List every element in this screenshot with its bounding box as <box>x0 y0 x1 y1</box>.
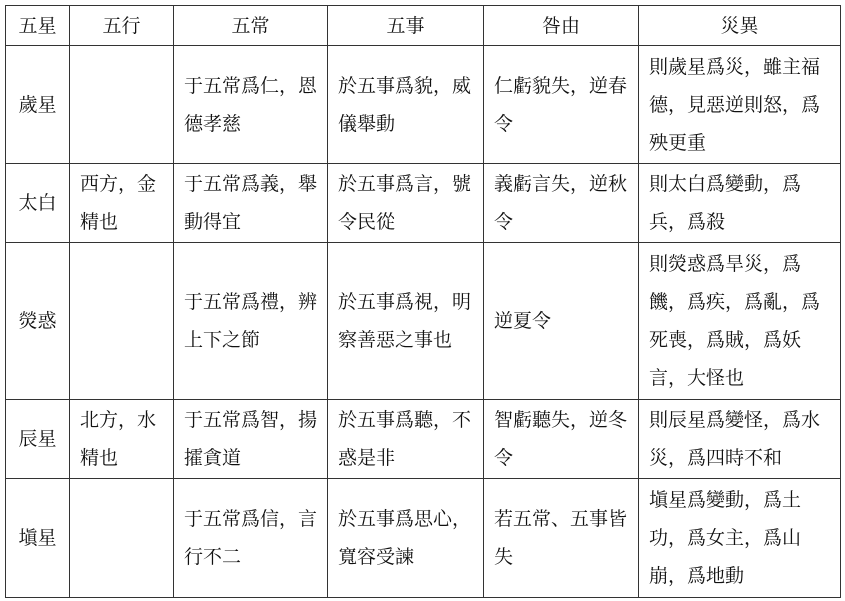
star-name: 歲星 <box>6 46 70 164</box>
cause-cell: 義虧言失，逆秋令 <box>484 164 639 243</box>
header-cause: 咎由 <box>484 6 639 46</box>
star-name: 辰星 <box>6 400 70 479</box>
virtue-cell: 于五常爲信，言行不二 <box>174 479 328 598</box>
virtue-cell: 于五常爲禮，辨上下之節 <box>174 243 328 400</box>
cause-cell: 逆夏令 <box>484 243 639 400</box>
disaster-cell: 則太白爲變動，爲兵，爲殺 <box>639 164 841 243</box>
star-name: 熒惑 <box>6 243 70 400</box>
table-row <box>6 164 841 243</box>
element-cell <box>70 479 174 598</box>
element-cell <box>70 46 174 164</box>
affair-cell: 於五事爲貌，威儀舉動 <box>328 46 484 164</box>
element-cell: 北方，水精也 <box>70 400 174 479</box>
five-stars-table <box>5 5 841 598</box>
table-row <box>6 243 841 400</box>
affair-cell: 於五事爲視，明察善惡之事也 <box>328 243 484 400</box>
star-name: 太白 <box>6 164 70 243</box>
cause-cell: 若五常、五事皆失 <box>484 479 639 598</box>
cause-cell: 智虧聽失，逆冬令 <box>484 400 639 479</box>
element-cell: 西方，金精也 <box>70 164 174 243</box>
header-row <box>6 6 841 46</box>
cause-cell: 仁虧貌失，逆春令 <box>484 46 639 164</box>
element-cell <box>70 243 174 400</box>
disaster-cell: 則歲星爲災，雖主福德，見惡逆則怒，爲殃更重 <box>639 46 841 164</box>
virtue-cell: 于五常爲智，揚攉貪道 <box>174 400 328 479</box>
affair-cell: 於五事爲思心，寬容受諫 <box>328 479 484 598</box>
disaster-cell: 塡星爲變動，爲土功，爲女主，爲山崩，爲地動 <box>639 479 841 598</box>
virtue-cell: 于五常爲義，舉動得宜 <box>174 164 328 243</box>
header-five-virtues: 五常 <box>174 6 328 46</box>
header-five-affairs: 五事 <box>328 6 484 46</box>
table-row <box>6 479 841 598</box>
star-name: 塡星 <box>6 479 70 598</box>
virtue-cell: 于五常爲仁，恩德孝慈 <box>174 46 328 164</box>
affair-cell: 於五事爲聽，不惑是非 <box>328 400 484 479</box>
table-wrapper <box>5 5 841 598</box>
header-five-elements: 五行 <box>70 6 174 46</box>
disaster-cell: 則辰星爲變怪，爲水災，爲四時不和 <box>639 400 841 479</box>
header-disaster: 災異 <box>639 6 841 46</box>
table-row <box>6 46 841 164</box>
affair-cell: 於五事爲言，號令民從 <box>328 164 484 243</box>
disaster-cell: 則熒惑爲旱災，爲饑，爲疾，爲亂，爲死喪，爲賊，爲妖言，大怪也 <box>639 243 841 400</box>
header-five-stars: 五星 <box>6 6 70 46</box>
table-row <box>6 400 841 479</box>
